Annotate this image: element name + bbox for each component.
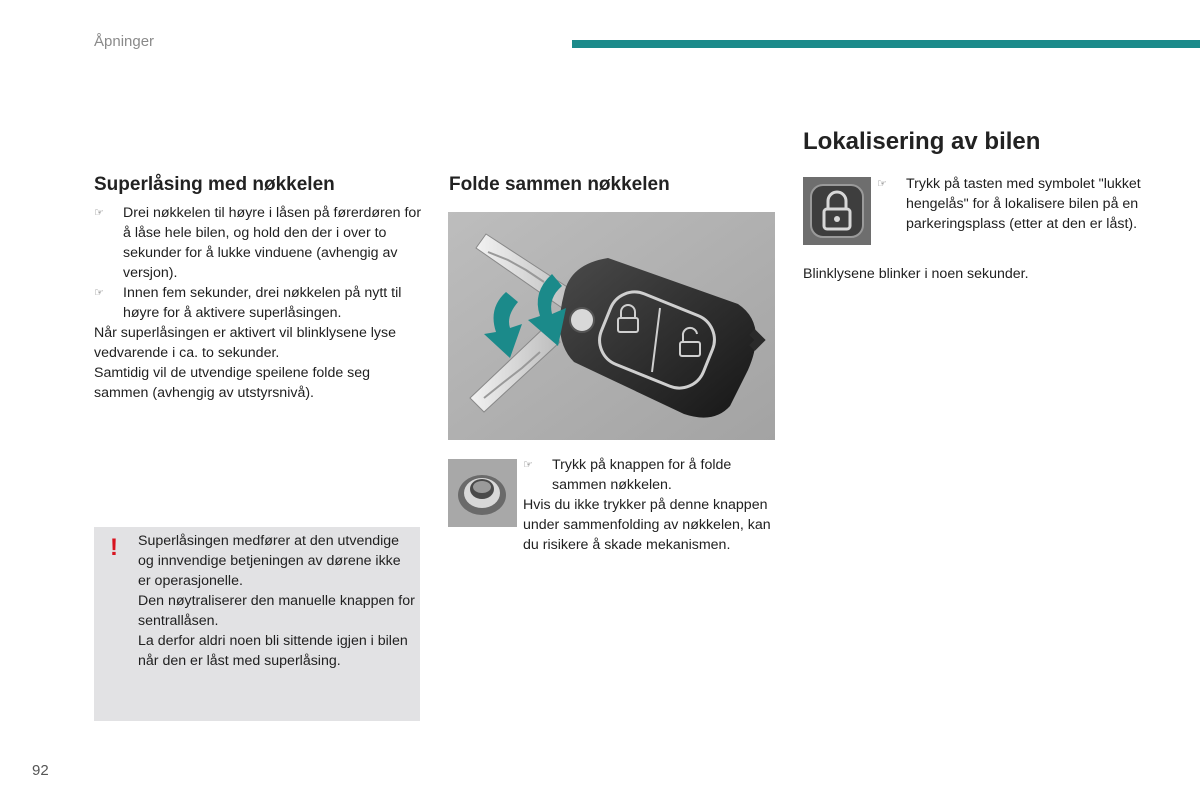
key-fob-illustration xyxy=(448,212,775,440)
warning-box xyxy=(94,527,420,721)
locating-note: Blinklysene blinker i noen sekunder. xyxy=(803,266,1029,282)
folding-heading: Folde sammen nøkkelen xyxy=(449,174,670,195)
locating-heading: Lokalisering av bilen xyxy=(803,128,1041,155)
folding-note: Hvis du ikke trykker på denne knappen under sammenfolding av nøkkelen, kan du risikere å skade mekanismen. xyxy=(523,497,771,553)
pointing-hand-icon: ☞ xyxy=(877,178,887,190)
locating-step: Trykk på tasten med symbolet "lukket hengelås" for å lokalisere bilen på en parkeringsplass (etter at den er låst). xyxy=(906,176,1141,232)
locating-step-block xyxy=(877,174,1142,234)
list-item xyxy=(94,283,424,323)
warning-line-1: Superlåsingen medfører at den utvendige og innvendige betjeningen av dørene ikke er operasjonelle. xyxy=(138,533,401,589)
closed-padlock-icon xyxy=(803,177,871,245)
superlocking-note-2: Samtidig vil de utvendige speilene folde seg sammen (avhengig av utstyrsnivå). xyxy=(94,365,371,401)
list-item xyxy=(877,174,1142,234)
superlocking-step-2: Innen fem sekunder, drei nøkkelen på nytt til høyre for å aktivere superlåsingen. xyxy=(123,285,402,321)
page-number: 92 xyxy=(32,762,49,779)
folding-step: Trykk på knappen for å folde sammen nøkkelen. xyxy=(552,457,732,493)
superlocking-heading: Superlåsing med nøkkelen xyxy=(94,174,335,195)
pointing-hand-icon: ☞ xyxy=(523,459,533,471)
fold-button-icon xyxy=(448,459,517,527)
section-accent-bar xyxy=(572,40,1200,48)
superlocking-body xyxy=(94,203,424,403)
superlocking-note-1: Når superlåsingen er aktivert vil blinklysene lyse vedvarende i ca. to sekunder. xyxy=(94,325,397,361)
list-item xyxy=(94,203,424,283)
superlocking-step-1: Drei nøkkelen til høyre i låsen på førerdøren for å låse hele bilen, og hold den der i over to sekunder for å lukke vinduene (avhengig av versjon). xyxy=(123,205,422,281)
warning-line-3: La derfor aldri noen bli sittende igjen i bilen når den er låst med superlåsing. xyxy=(138,633,408,669)
pointing-hand-icon: ☞ xyxy=(94,207,104,219)
exclamation-warning-icon: ! xyxy=(110,534,118,561)
folding-body xyxy=(523,455,775,555)
warning-text xyxy=(138,531,416,671)
list-item xyxy=(523,455,775,495)
section-title: Åpninger xyxy=(94,33,155,50)
warning-line-2: Den nøytraliserer den manuelle knappen for sentrallåsen. xyxy=(138,593,415,629)
pointing-hand-icon: ☞ xyxy=(94,287,104,299)
